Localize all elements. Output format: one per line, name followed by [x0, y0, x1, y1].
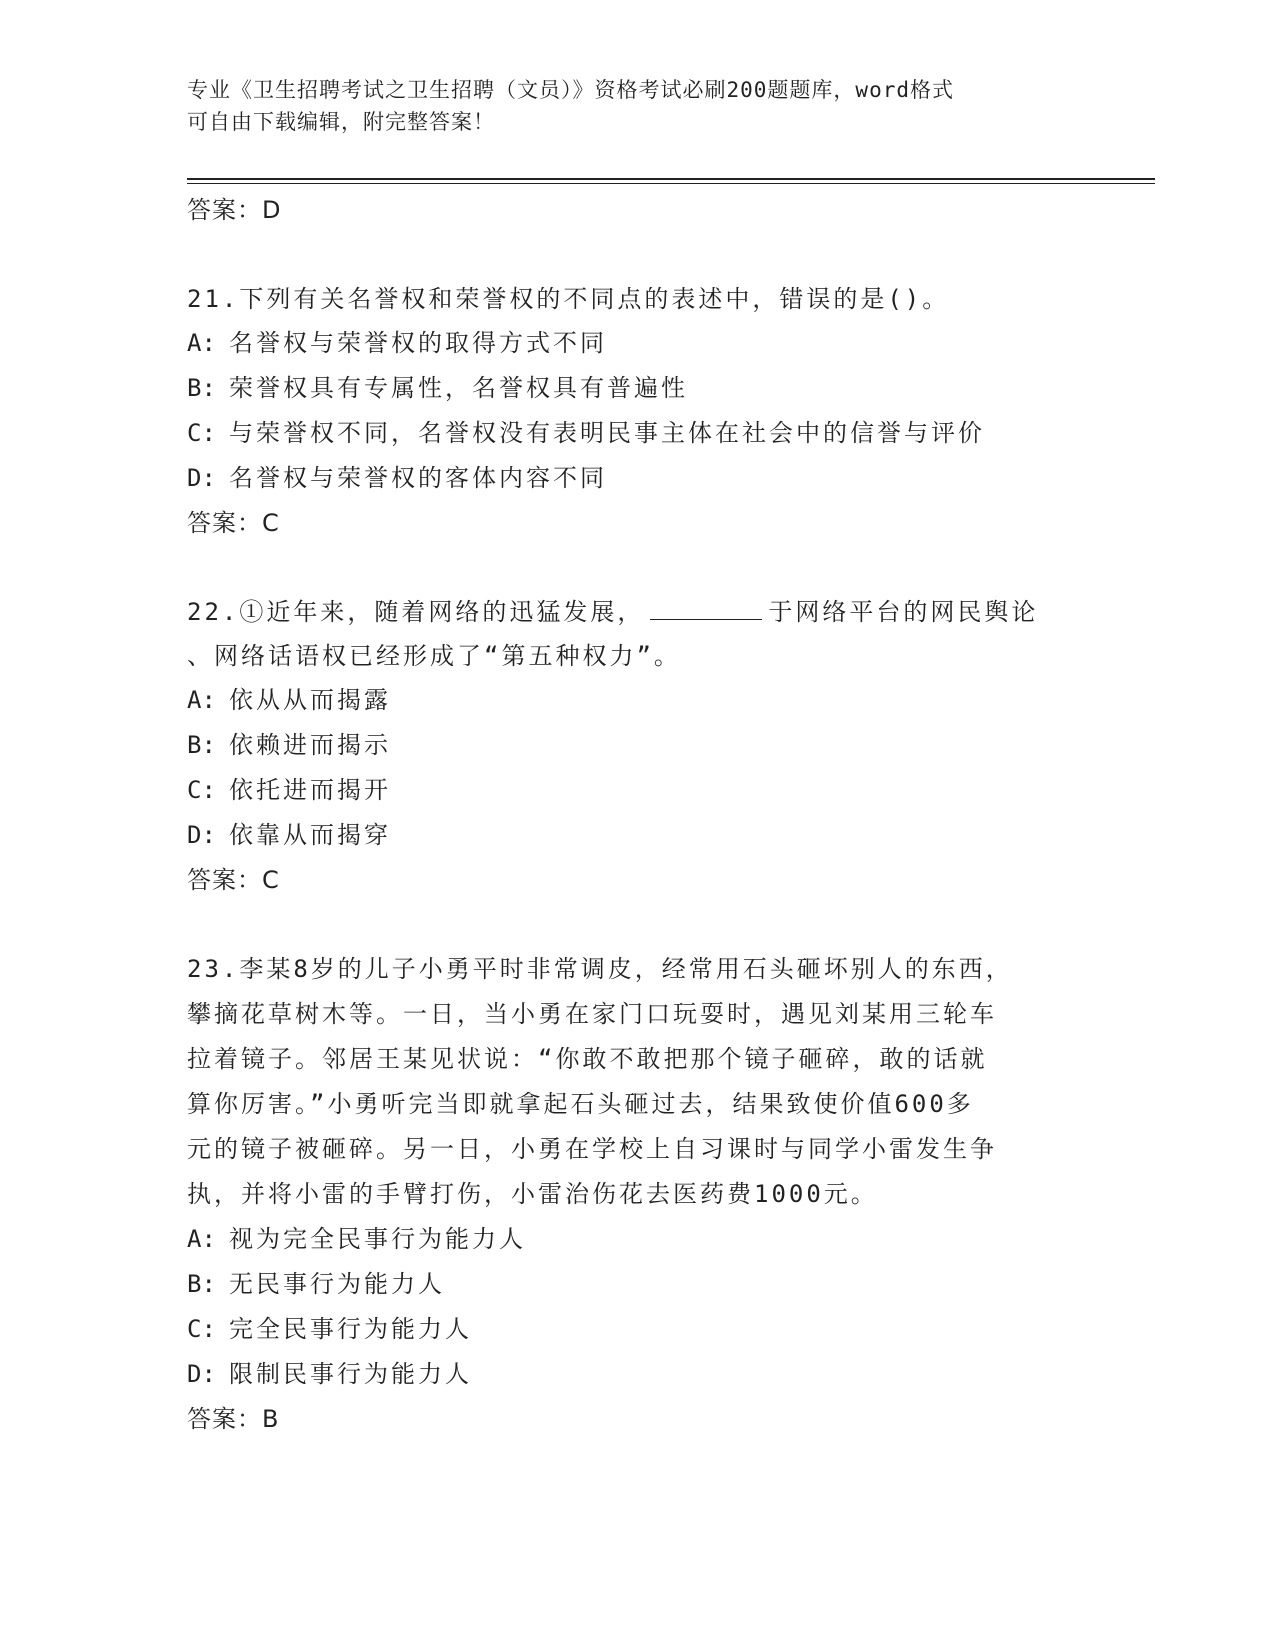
question-text: [187, 590, 1087, 634]
question-text-line: 攀摘花草树木等。一日，当小勇在家门口玩耍时，遇见刘某用三轮车: [187, 1000, 997, 1028]
option-text: 名誉权与荣誉权的客体内容不同: [229, 464, 607, 492]
option-letter: A:: [187, 329, 216, 357]
option-text: 依托进而揭开: [229, 776, 391, 804]
question-text-line: 元的镜子被砸碎。另一日，小勇在学校上自习课时与同学小雷发生争: [187, 1135, 997, 1163]
option-letter: B:: [187, 374, 216, 402]
option-c: [187, 411, 1087, 456]
question-text-after-blank: 于网络平台的网民舆论: [768, 598, 1039, 626]
option-a: [187, 321, 1087, 366]
question-text: 21.下列有关名誉权和荣誉权的不同点的表述中，错误的是()。: [187, 285, 950, 313]
option-letter: C:: [187, 1315, 216, 1343]
option-c: [187, 1307, 1087, 1352]
option-text: 视为完全民事行为能力人: [229, 1225, 526, 1253]
option-letter: C:: [187, 776, 216, 804]
option-text: 完全民事行为能力人: [229, 1315, 472, 1343]
option-letter: D:: [187, 821, 216, 849]
option-letter: B:: [187, 1270, 216, 1298]
header-title-line1: 专业《卫生招聘考试之卫生招聘（文员）》资格考试必刷200题题库，word格式: [187, 78, 954, 102]
option-text: 限制民事行为能力人: [229, 1360, 472, 1388]
option-a: [187, 678, 1087, 723]
question-text-line: 拉着镜子。邻居王某见状说：“你敢不敢把那个镜子砸碎，敢的话就: [187, 1045, 988, 1073]
option-letter: A:: [187, 686, 216, 714]
option-text: 荣誉权具有专属性，名誉权具有普遍性: [229, 374, 688, 402]
question-22: [187, 590, 1087, 902]
option-text: 依靠从而揭穿: [229, 821, 391, 849]
option-d: [187, 813, 1087, 858]
question-text-line: 23.李某8岁的儿子小勇平时非常调皮，经常用石头砸坏别人的东西，: [187, 955, 1013, 983]
option-text: 依赖进而揭示: [229, 731, 391, 759]
question-21: [187, 277, 1087, 545]
option-b: [187, 366, 1087, 411]
option-d: [187, 1352, 1087, 1397]
answer: 答案：C: [187, 866, 280, 894]
header-divider-thin: [187, 183, 1155, 184]
option-letter: D:: [187, 1360, 216, 1388]
option-text: 无民事行为能力人: [229, 1270, 445, 1298]
option-c: [187, 768, 1087, 813]
option-letter: B:: [187, 731, 216, 759]
answer: 答案：B: [187, 1405, 280, 1433]
header-title-line2: 可自由下载编辑，附完整答案！: [187, 110, 495, 134]
document-body: [187, 188, 1087, 1441]
option-d: [187, 456, 1087, 501]
question-text-line: 执，并将小雷的手臂打伤，小雷治伤花去医药费1000元。: [187, 1180, 878, 1208]
question-text-line2: 、网络话语权已经形成了“第五种权力”。: [187, 642, 681, 670]
question-text-before-blank: 22.①近年来，随着网络的迅猛发展，: [187, 598, 645, 626]
fill-in-blank: [650, 597, 762, 620]
option-b: [187, 1262, 1087, 1307]
question-23: [187, 947, 1087, 1441]
option-text: 依从从而揭露: [229, 686, 391, 714]
option-letter: D:: [187, 464, 216, 492]
option-a: [187, 1217, 1087, 1262]
answer: 答案：C: [187, 509, 280, 537]
page-header: [187, 74, 1087, 138]
answer-previous: 答案：D: [187, 196, 282, 224]
option-text: 名誉权与荣誉权的取得方式不同: [229, 329, 607, 357]
option-b: [187, 723, 1087, 768]
question-text-line: 算你厉害。”小勇听完当即就拿起石头砸过去，结果致使价值600多: [187, 1090, 974, 1118]
option-text: 与荣誉权不同，名誉权没有表明民事主体在社会中的信誉与评价: [229, 419, 985, 447]
option-letter: C:: [187, 419, 216, 447]
header-divider-thick: [187, 178, 1155, 180]
option-letter: A:: [187, 1225, 216, 1253]
